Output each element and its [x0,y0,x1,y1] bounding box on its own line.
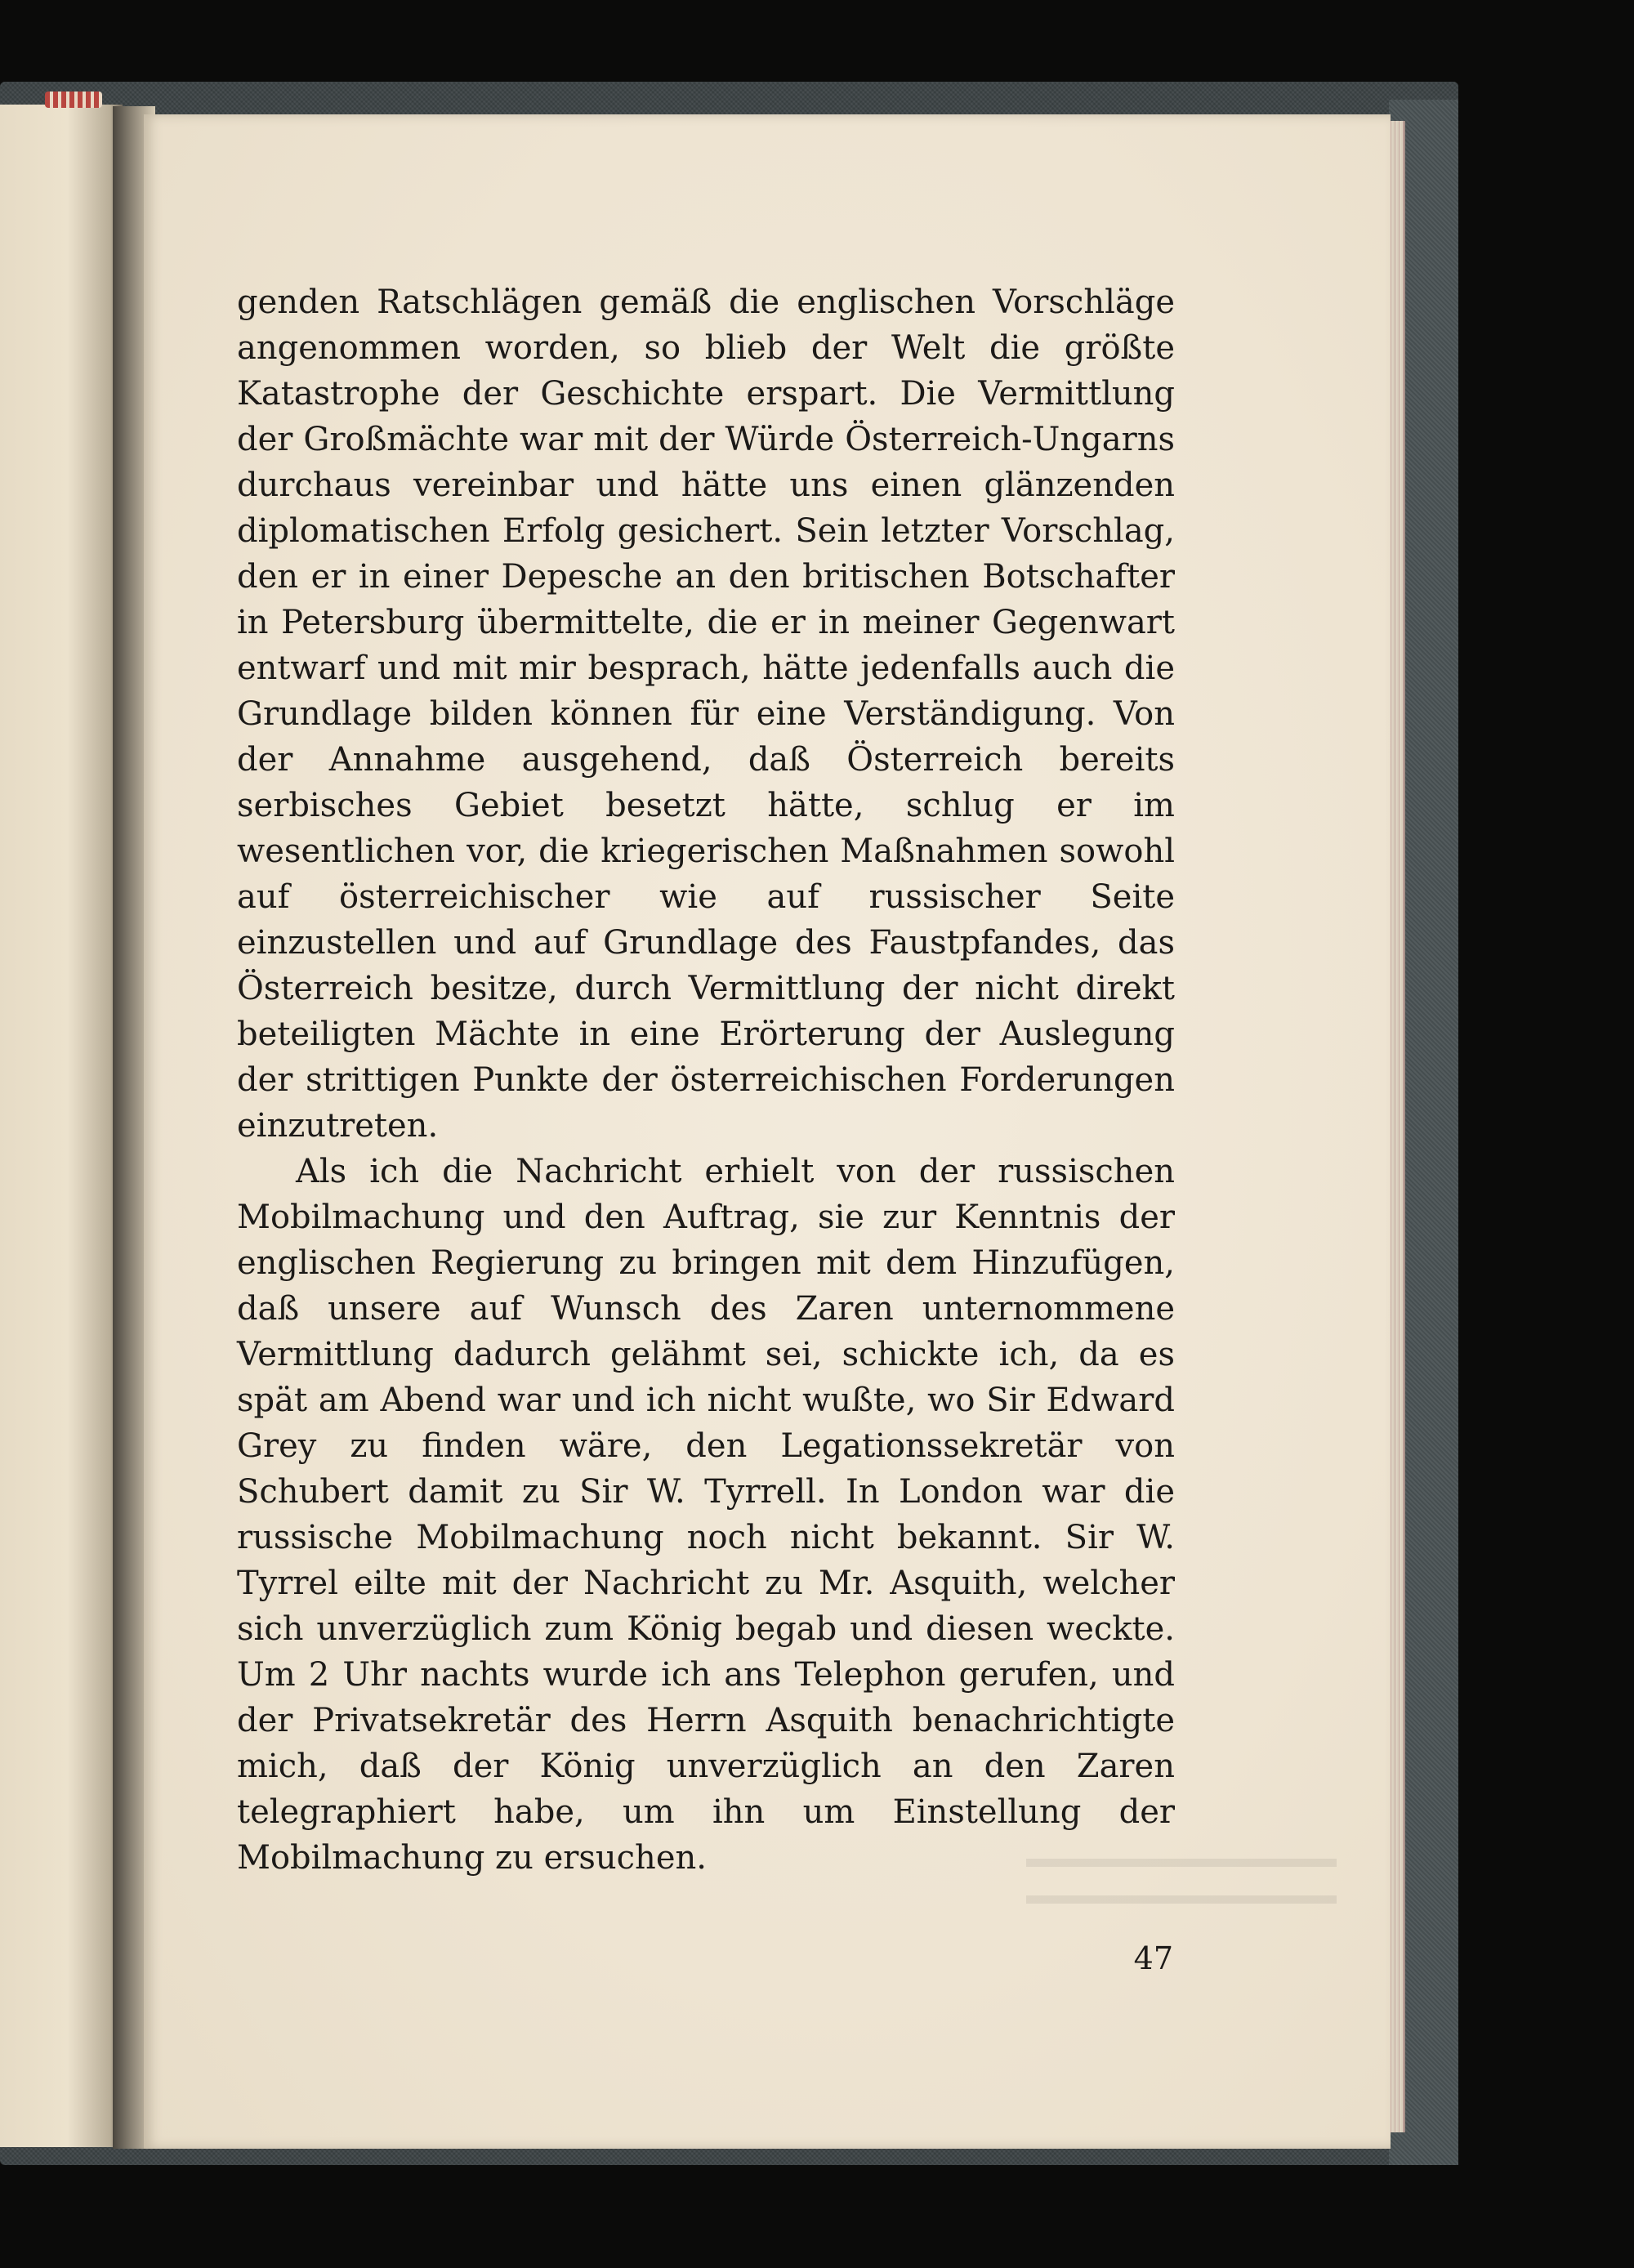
paragraph-2: Als ich die Nachricht erhielt von der russischen Mobilmachung und den Auftrag, sie zur Kenntnis der englischen Regierung zu bringen mit dem Hinzufügen, daß unsere auf Wunsch des Zaren unternommene Vermittlung dadurch gelähmt sei, schickte ich, da es spät am Abend war und ich nicht wußte, wo Sir Edward Grey zu finden wäre, den Legationssekretär von Schubert damit zu Sir W. Tyrrell. In London war die russische Mobilmachung noch nicht bekannt. Sir W. Tyrrel eilte mit der Nachricht zu Mr. Asquith, welcher sich unverzüglich zum König begab und diesen weckte. Um 2 Uhr nachts wurde ich ans Telephon gerufen, und der Privatsekretär des Herrn Asquith benachrichtigte mich, daß der König unverzüglich an den Zaren telegraphiert habe, um ihn um Einstellung der Mobilmachung zu ersuchen. [237,1153,1175,1877]
paragraph-1: genden Ratschlägen gemäß die englischen Vorschläge angenommen worden, so blieb der Welt die größte Katastrophe der Geschichte erspart. Die Vermittlung der Großmächte war mit der Würde Österreich-Ungarns durchaus vereinbar und hätte uns einen glänzenden diplomatischen Erfolg gesichert. Sein letzter Vorschlag, den er in einer Depesche an den britischen Botschafter in Petersburg übermittelte, die er in meiner Gegenwart entwarf und mit mir besprach, hätte jedenfalls auch die Grundlage bilden können für eine Verständigung. Von der Annahme ausgehend, daß Österreich bereits serbisches Gebiet besetzt hätte, schlug er im wesentlichen vor, die kriegerischen Maßnahmen sowohl auf österreichischer wie auf russischer Seite einzustellen und auf Grundlage des Faustpfandes, das Österreich besitze, durch Vermittlung der nicht direkt beteiligten Mächte in eine Erörterung der Auslegung der strittigen Punkte der österreichischen Forderungen einzutreten. [237,284,1175,1145]
left-facing-page [0,105,123,2147]
page-text [237,279,1175,1881]
page-number: 47 [1133,1940,1173,1976]
headband [45,92,102,108]
book-page [144,114,1391,2149]
